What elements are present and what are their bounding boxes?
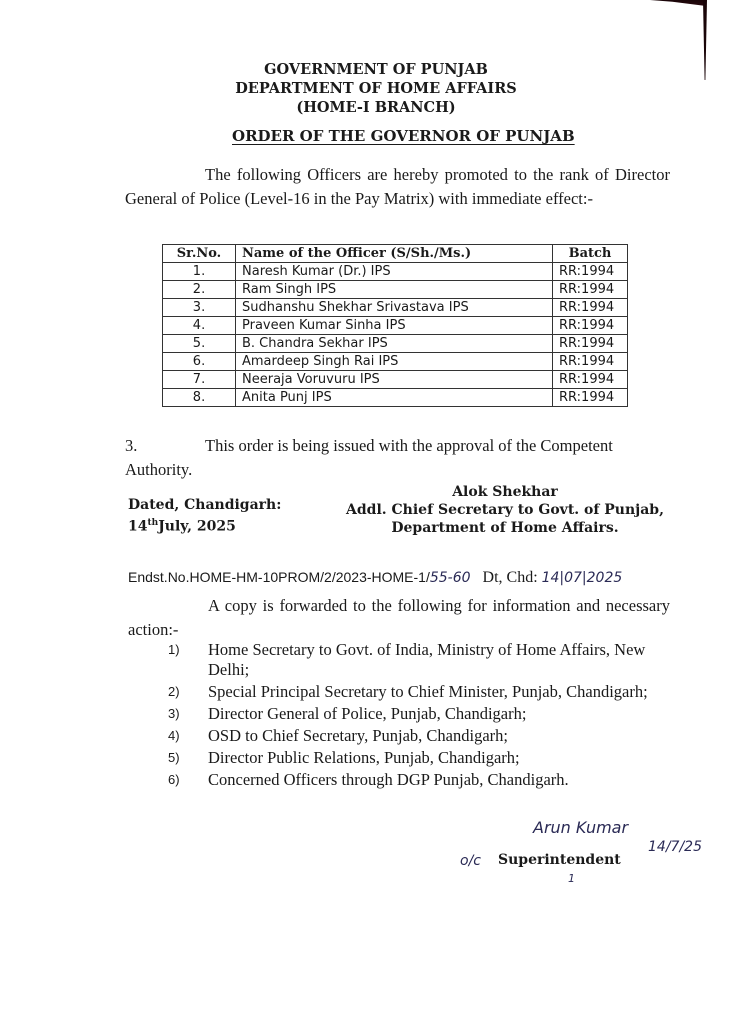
dated-place: Dated, Chandigarh: <box>128 497 282 513</box>
cell-officer-name: B. Chandra Sekhar IPS <box>236 335 553 353</box>
superintendent-title: Superintendent <box>498 852 621 868</box>
order-title: ORDER OF THE GOVERNOR OF PUNJAB <box>232 127 575 145</box>
signature-mark: 1 <box>568 872 575 885</box>
dated-day-suffix: th <box>147 518 159 528</box>
approval-text: This order is being issued with the approval of the Competent Authority. <box>125 436 613 479</box>
signatory-name: Alok Shekhar <box>452 484 558 500</box>
recipient-text: Special Principal Secretary to Chief Minister, Punjab, Chandigarh; <box>208 682 648 701</box>
cell-batch: RR:1994 <box>553 317 628 335</box>
cell-officer-name: Naresh Kumar (Dr.) IPS <box>236 263 553 281</box>
recipient-item <box>168 682 678 702</box>
cell-officer-name: Neeraja Voruvuru IPS <box>236 371 553 389</box>
dated-block <box>128 496 318 536</box>
recipient-text: Home Secretary to Govt. of India, Ministry of Home Affairs, New Delhi; <box>208 640 646 679</box>
cell-srno: 2. <box>163 281 236 299</box>
endorsement-number-handwritten: 55-60 <box>429 570 471 586</box>
cell-officer-name: Amardeep Singh Rai IPS <box>236 353 553 371</box>
header-government: GOVERNMENT OF PUNJAB <box>264 61 488 78</box>
forward-paragraph <box>128 594 670 642</box>
cell-srno: 5. <box>163 335 236 353</box>
dated-month-year: July, 2025 <box>158 518 236 535</box>
cell-batch: RR:1994 <box>553 263 628 281</box>
table-row <box>163 335 628 353</box>
table-header-row <box>163 245 628 263</box>
dated-date <box>128 514 318 536</box>
recipient-text: Director Public Relations, Punjab, Chandigarh; <box>208 748 520 767</box>
recipient-number: 1) <box>168 642 180 657</box>
officers-table-body <box>163 263 628 407</box>
endorsement-line <box>128 567 688 588</box>
recipient-text: Concerned Officers through DGP Punjab, Chandigarh. <box>208 770 569 789</box>
cell-batch: RR:1994 <box>553 353 628 371</box>
cell-batch: RR:1994 <box>553 371 628 389</box>
cell-officer-name: Sudhanshu Shekhar Srivastava IPS <box>236 299 553 317</box>
cell-srno: 6. <box>163 353 236 371</box>
approval-paragraph <box>125 434 670 482</box>
recipient-item <box>168 640 678 680</box>
table-row <box>163 389 628 407</box>
document-header <box>0 60 752 117</box>
endorsement-number: Endst.No.HOME-HM-10PROM/2/2023-HOME-1/ <box>128 569 430 585</box>
cell-srno: 1. <box>163 263 236 281</box>
paragraph-number: 3. <box>125 436 138 455</box>
cell-srno: 8. <box>163 389 236 407</box>
table-row <box>163 263 628 281</box>
dated-day: 14 <box>128 518 148 535</box>
signature-date: 14/7/25 <box>648 839 702 855</box>
header-department: DEPARTMENT OF HOME AFFAIRS <box>235 80 517 97</box>
cell-srno: 3. <box>163 299 236 317</box>
endorsement-date-label: Dt, Chd: <box>482 569 538 586</box>
table-row <box>163 371 628 389</box>
header-branch: (HOME-I BRANCH) <box>296 99 456 116</box>
cell-batch: RR:1994 <box>553 281 628 299</box>
cell-srno: 4. <box>163 317 236 335</box>
recipient-item <box>168 770 678 790</box>
recipient-text: OSD to Chief Secretary, Punjab, Chandigarh; <box>208 726 508 745</box>
recipient-list <box>168 640 678 792</box>
recipient-item <box>168 748 678 768</box>
cell-batch: RR:1994 <box>553 389 628 407</box>
cell-officer-name: Anita Punj IPS <box>236 389 553 407</box>
endorsement-date-handwritten: 14|07|2025 <box>541 570 623 586</box>
recipient-number: 3) <box>168 706 180 721</box>
table-row <box>163 299 628 317</box>
recipient-number: 5) <box>168 750 180 765</box>
recipient-number: 6) <box>168 772 180 787</box>
recipient-item <box>168 726 678 746</box>
signatory-department: Department of Home Affairs. <box>391 520 619 536</box>
table-row <box>163 317 628 335</box>
cell-officer-name: Ram Singh IPS <box>236 281 553 299</box>
officers-table <box>162 244 628 407</box>
handwritten-signature: Arun Kumar <box>533 818 629 837</box>
table-row <box>163 353 628 371</box>
forward-text: A copy is forwarded to the following for information and necessary action:- <box>128 596 670 639</box>
signature-prefix: o/c <box>460 853 481 869</box>
table-row <box>163 281 628 299</box>
intro-paragraph <box>125 163 670 211</box>
signatory-designation: Addl. Chief Secretary to Govt. of Punjab, <box>346 502 664 518</box>
header-officer-name: Name of the Officer (S/Sh./Ms.) <box>236 245 553 263</box>
cell-batch: RR:1994 <box>553 299 628 317</box>
header-batch: Batch <box>553 245 628 263</box>
cell-srno: 7. <box>163 371 236 389</box>
cell-officer-name: Praveen Kumar Sinha IPS <box>236 317 553 335</box>
cell-batch: RR:1994 <box>553 335 628 353</box>
signatory-block <box>335 483 675 537</box>
recipient-number: 2) <box>168 684 180 699</box>
recipient-number: 4) <box>168 728 180 743</box>
page-corner-shadow <box>650 0 706 6</box>
recipient-item <box>168 704 678 724</box>
header-srno: Sr.No. <box>163 245 236 263</box>
recipient-text: Director General of Police, Punjab, Chandigarh; <box>208 704 527 723</box>
intro-text: The following Officers are hereby promoted to the rank of Director General of Police (Level-16 in the Pay Matrix) with immediate effect:- <box>125 165 670 208</box>
